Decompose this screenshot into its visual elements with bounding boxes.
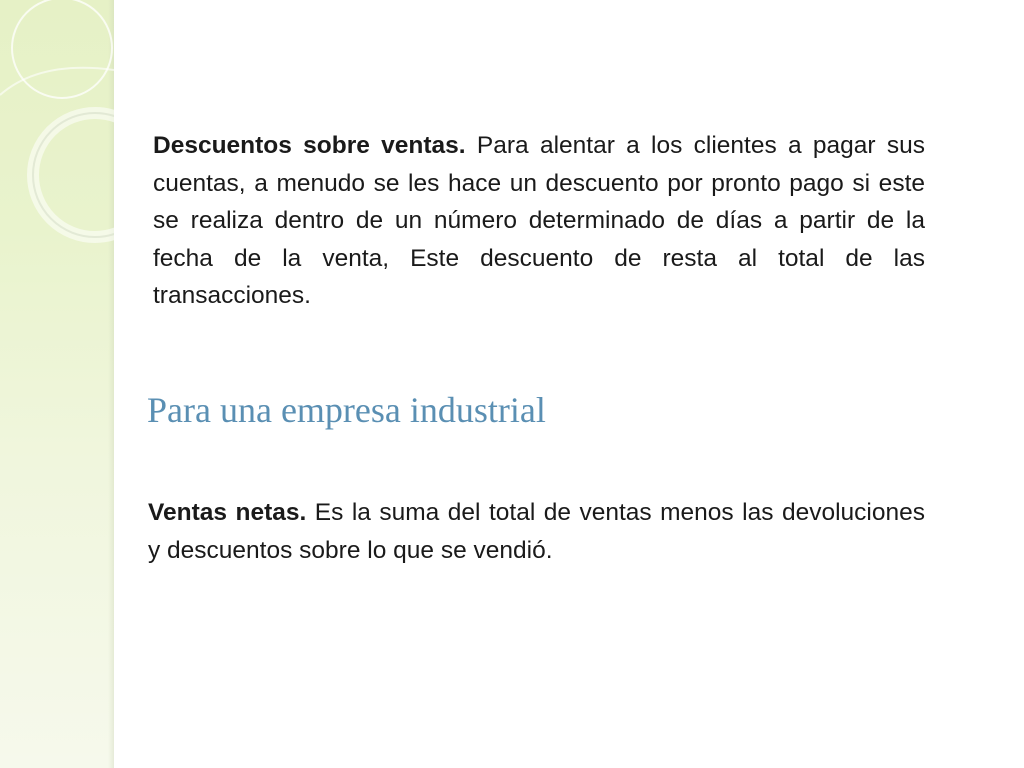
decorative-circles (0, 0, 114, 300)
decorative-ring-large (12, 0, 112, 98)
paragraph-descuentos-sobre-ventas (153, 127, 925, 315)
paragraph-1-text: Para alentar a los clientes a pagar sus cuentas, a menudo se les hace un descuento por pronto pago si este se realiza dentro de un número determinado de días a partir de la fecha de la venta, Este descuento de resta al total de las transacciones. (153, 132, 925, 309)
decorative-ring-medium (33, 113, 114, 237)
paragraph-2-lead: Ventas netas. (148, 499, 307, 526)
section-heading: Para una empresa industrial (147, 390, 546, 430)
paragraph-1-lead: Descuentos sobre ventas. (153, 132, 466, 159)
paragraph-2-text: Es la suma del total de ventas menos las devoluciones y descuentos sobre lo que se vendió. (148, 499, 925, 564)
paragraph-ventas-netas (148, 494, 925, 569)
